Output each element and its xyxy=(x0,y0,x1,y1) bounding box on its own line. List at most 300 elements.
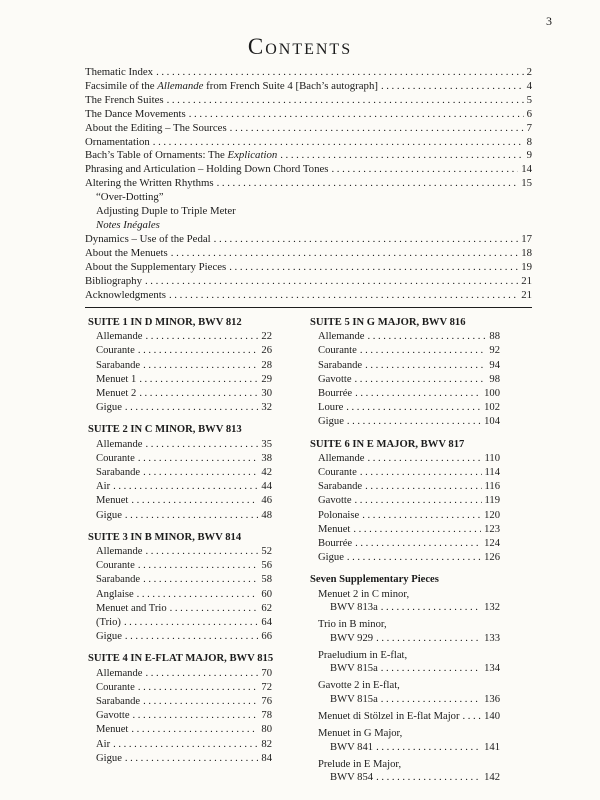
entry-line xyxy=(318,452,500,466)
entry-line xyxy=(96,752,272,766)
suite-heading: SUITE 1 IN D MINOR, BWV 812 xyxy=(88,317,242,328)
entry-label xyxy=(96,509,122,523)
front-matter-entry xyxy=(85,247,532,261)
entry-label xyxy=(96,667,142,681)
entry-page-number: 21 xyxy=(521,288,532,301)
folio-page-number: 3 xyxy=(546,14,552,28)
entry-label-part: Menuet di Stölzel in E-flat Major xyxy=(318,711,460,723)
entry-label-part: Gavotte xyxy=(318,495,352,507)
entry-label-part: Air xyxy=(96,738,111,750)
entry-line xyxy=(96,387,272,401)
entry-label-part: Sarabande xyxy=(96,574,141,586)
entry-label xyxy=(318,344,357,358)
entry-bwv-line xyxy=(318,632,500,645)
suite-entry xyxy=(96,545,272,559)
entry-line xyxy=(96,494,272,508)
entry-label xyxy=(96,709,130,723)
dot-leader xyxy=(139,387,258,401)
entry-line xyxy=(318,466,500,480)
dot-leader xyxy=(125,509,259,523)
entry-label xyxy=(318,415,344,429)
entry-page-number: 4 xyxy=(526,79,532,92)
entry-label-part: Gigue xyxy=(96,752,122,764)
entry-label xyxy=(330,601,378,614)
entry-label-part: BWV 813a xyxy=(330,601,378,613)
dot-leader xyxy=(138,681,259,695)
entry-label-part: Bibliography xyxy=(85,274,142,287)
entry-line xyxy=(318,415,500,429)
entry-label xyxy=(96,330,142,344)
entry-page-number: 78 xyxy=(261,710,272,722)
suite-heading: Seven Supplementary Pieces xyxy=(310,574,439,586)
dot-leader xyxy=(381,662,481,675)
entry-label xyxy=(85,80,378,94)
entry-label-part: About the Editing – The Sources xyxy=(85,121,227,134)
dot-leader xyxy=(347,551,481,565)
entry-page-number: 35 xyxy=(261,438,272,450)
entry-bwv-line xyxy=(318,741,500,754)
suite-block xyxy=(310,316,500,430)
suite-entry xyxy=(96,616,272,630)
dot-leader xyxy=(133,709,259,723)
suite-item-list xyxy=(310,452,500,566)
dot-leader xyxy=(167,94,524,108)
entry-label xyxy=(96,602,167,616)
entry-label-part: Sarabande xyxy=(96,467,141,479)
dot-leader xyxy=(125,752,259,766)
dot-leader xyxy=(346,401,481,415)
entry-label xyxy=(96,359,140,373)
dot-leader xyxy=(138,344,259,358)
entry-page-number: 100 xyxy=(484,388,500,400)
entry-line xyxy=(318,373,500,387)
entry-label-part: Gigue xyxy=(318,552,344,564)
suite-entry xyxy=(96,344,272,358)
dot-leader xyxy=(125,630,259,644)
suite-entry xyxy=(96,630,272,644)
dot-leader xyxy=(367,330,486,344)
entry-page-number: 104 xyxy=(484,416,500,428)
entry-line xyxy=(318,387,500,401)
entry-label-part: Sarabande xyxy=(318,481,363,493)
dot-leader xyxy=(170,602,259,616)
dot-leader xyxy=(113,738,258,752)
suite-entry xyxy=(318,537,500,551)
suite-entry xyxy=(96,330,272,344)
suite-block xyxy=(88,531,272,645)
front-matter-entry xyxy=(85,289,532,303)
entry-label xyxy=(96,373,136,387)
entry-label-part: Courante xyxy=(96,681,135,693)
entry-label-part: BWV 929 xyxy=(330,632,374,644)
entry-label-part: Sarabande xyxy=(96,696,141,708)
entry-bwv-line xyxy=(318,771,500,784)
entry-line xyxy=(96,480,272,494)
entry-label-part: Menuet 1 xyxy=(96,373,137,385)
suite-heading: SUITE 4 IN E-FLAT MAJOR, BWV 815 xyxy=(88,653,274,665)
front-matter-entry xyxy=(85,94,532,108)
entry-label xyxy=(85,233,211,247)
suite-entry xyxy=(318,710,500,723)
entry-line xyxy=(96,738,272,752)
entry-label xyxy=(330,662,378,675)
entry-page-number: 52 xyxy=(261,546,272,558)
entry-label xyxy=(96,219,160,233)
dot-leader xyxy=(365,359,486,373)
entry-line xyxy=(318,494,500,508)
entry-page-number: 14 xyxy=(521,163,532,176)
entry-label xyxy=(318,710,460,723)
dot-leader xyxy=(331,163,518,177)
entry-line xyxy=(96,401,272,415)
entry-label xyxy=(96,452,135,466)
dot-leader xyxy=(138,452,259,466)
front-matter-entry xyxy=(85,80,532,94)
entry-title-line: Trio in B minor, xyxy=(318,619,387,631)
entry-label-part: Allemande xyxy=(96,331,143,343)
suite-entry xyxy=(318,415,500,429)
dot-leader xyxy=(143,359,258,373)
entry-label xyxy=(96,401,122,415)
suite-entry xyxy=(318,480,500,494)
entry-label xyxy=(318,523,350,537)
entry-label-part: Gigue xyxy=(96,402,122,414)
entry-label xyxy=(318,387,352,401)
entry-label-part: Courante xyxy=(96,452,135,464)
dot-leader xyxy=(463,710,482,723)
suite-entry xyxy=(318,359,500,373)
entry-label xyxy=(318,509,359,523)
entry-page-number: 94 xyxy=(489,359,500,371)
suite-heading: SUITE 2 IN C MINOR, BWV 813 xyxy=(88,424,242,436)
suite-entry xyxy=(318,373,500,387)
entry-label xyxy=(318,494,352,508)
entry-page-number: 60 xyxy=(261,588,272,600)
entry-label-part: Allemande xyxy=(318,452,365,464)
entry-page-number: 142 xyxy=(484,772,500,784)
suite-entry xyxy=(318,727,500,754)
entry-label-part: Courante xyxy=(96,560,135,572)
dot-leader xyxy=(355,387,481,401)
entry-label-part: BWV 815a xyxy=(330,663,378,675)
contents-divider xyxy=(85,307,532,308)
contents-column-left xyxy=(88,316,272,774)
suite-block xyxy=(310,438,500,566)
entry-label xyxy=(85,66,153,80)
suite-entry xyxy=(96,667,272,681)
entry-label xyxy=(318,466,357,480)
entry-line xyxy=(96,667,272,681)
dot-leader xyxy=(365,480,481,494)
entry-page-number: 28 xyxy=(261,359,272,371)
entry-line xyxy=(96,573,272,587)
entry-label-part: Menuet and Trio xyxy=(96,602,167,614)
suite-entry xyxy=(318,523,500,537)
suite-entry xyxy=(96,452,272,466)
entry-page-number: 18 xyxy=(521,246,532,259)
dot-leader xyxy=(189,108,524,122)
entry-page-number: 76 xyxy=(261,696,272,708)
page-title: Contents xyxy=(247,34,353,59)
entry-line xyxy=(318,537,500,551)
entry-page-number: 21 xyxy=(521,274,532,287)
suite-heading: SUITE 3 IN B MINOR, BWV 814 xyxy=(88,531,242,543)
entry-label-part: Bourrée xyxy=(318,388,353,400)
suite-entry xyxy=(318,551,500,565)
dot-leader xyxy=(131,494,258,508)
dot-leader xyxy=(143,573,258,587)
entry-label-part: Sarabande xyxy=(318,359,363,371)
entry-line xyxy=(96,616,272,630)
entry-label xyxy=(318,373,352,387)
entry-label xyxy=(330,693,378,706)
entry-label-part: Courante xyxy=(318,467,357,479)
suite-entry xyxy=(96,602,272,616)
entry-line xyxy=(318,710,500,723)
suite-entry xyxy=(96,438,272,452)
entry-label-part: About the Supplementary Pieces xyxy=(85,260,227,273)
suite-entry xyxy=(318,330,500,344)
dot-leader xyxy=(355,537,481,551)
entry-label xyxy=(318,537,352,551)
entry-label xyxy=(318,452,364,466)
entry-page-number: 30 xyxy=(261,388,272,400)
entry-label xyxy=(318,330,364,344)
entry-label xyxy=(96,480,110,494)
suite-entry xyxy=(96,681,272,695)
entry-page-number: 72 xyxy=(261,681,272,693)
dot-leader xyxy=(360,344,487,358)
dot-leader xyxy=(376,632,481,645)
entry-label-part: Menuet xyxy=(96,495,129,507)
dot-leader xyxy=(230,122,524,136)
entry-page-number: 133 xyxy=(484,632,500,644)
entry-line xyxy=(96,559,272,573)
entry-page-number: 5 xyxy=(526,93,532,106)
suite-item-list xyxy=(310,330,500,429)
entry-line xyxy=(96,359,272,373)
entry-label-part: Bach’s Table of Ornaments: The xyxy=(85,149,228,162)
suite-entry xyxy=(96,738,272,752)
suite-entry xyxy=(96,752,272,766)
entry-page-number: 116 xyxy=(484,481,500,493)
suite-entry xyxy=(318,649,500,676)
front-matter-entry xyxy=(85,163,532,177)
entry-label xyxy=(318,401,343,415)
front-matter-entry xyxy=(85,149,532,163)
front-matter-entry xyxy=(85,177,532,191)
entry-label xyxy=(96,344,135,358)
entry-line xyxy=(96,588,272,602)
entry-page-number: 92 xyxy=(489,345,500,357)
entry-label-part: (Trio) xyxy=(96,617,121,629)
dot-leader xyxy=(381,80,524,94)
entry-page-number: 22 xyxy=(261,331,272,343)
entry-line xyxy=(318,330,500,344)
entry-label-part: Allemande xyxy=(157,79,204,92)
entry-label-part: Altering the Written Rhythms xyxy=(85,177,214,190)
suite-entry xyxy=(96,466,272,480)
entry-label-part: The Dance Movements xyxy=(85,107,186,120)
entry-label xyxy=(96,573,140,587)
entry-line xyxy=(96,709,272,723)
suite-block xyxy=(88,423,272,522)
entry-title-line: Menuet in G Major, xyxy=(318,728,403,740)
entry-bwv-line xyxy=(318,601,500,614)
entry-line xyxy=(318,480,500,494)
entry-page-number: 98 xyxy=(489,373,500,385)
suite-entry xyxy=(96,559,272,573)
suite-item-list xyxy=(88,330,272,415)
suite-entry xyxy=(96,588,272,602)
entry-page-number: 29 xyxy=(261,373,272,385)
entry-label xyxy=(96,588,134,602)
entry-page-number: 8 xyxy=(526,135,532,148)
entry-label xyxy=(330,741,373,754)
suite-entry xyxy=(96,709,272,723)
entry-line xyxy=(96,344,272,358)
suite-entry xyxy=(96,480,272,494)
dot-leader xyxy=(381,601,481,614)
entry-label-part: Courante xyxy=(96,345,135,357)
suite-entry xyxy=(96,509,272,523)
entry-line xyxy=(96,630,272,644)
entry-page-number: 64 xyxy=(261,617,272,629)
dot-leader xyxy=(280,149,523,163)
entry-label xyxy=(85,275,142,289)
entry-label-part: Dynamics – Use of the Pedal xyxy=(85,232,211,245)
entry-label xyxy=(318,480,362,494)
entry-label xyxy=(96,630,122,644)
entry-line xyxy=(96,373,272,387)
entry-label xyxy=(96,387,136,401)
entry-label-part: Ornamentation xyxy=(85,135,150,148)
entry-bwv-line xyxy=(318,662,500,675)
entry-line xyxy=(96,695,272,709)
entry-line xyxy=(318,523,500,537)
dot-leader xyxy=(355,373,487,387)
dot-leader xyxy=(362,509,481,523)
entry-page-number: 7 xyxy=(526,121,532,134)
suite-entry xyxy=(318,344,500,358)
entry-title-line: Praeludium in E-flat, xyxy=(318,649,408,661)
entry-label-part: Facsimile of the xyxy=(85,79,158,92)
suite-entry xyxy=(318,758,500,785)
front-matter-entry xyxy=(85,233,532,247)
entry-label-part: Polonaise xyxy=(318,509,360,521)
entry-page-number: 134 xyxy=(484,663,500,675)
suite-entry xyxy=(96,573,272,587)
suite-entry xyxy=(96,695,272,709)
entry-page-number: 80 xyxy=(261,724,272,736)
entry-page-number: 26 xyxy=(261,345,272,357)
dot-leader xyxy=(143,466,258,480)
dot-leader xyxy=(376,771,481,784)
entry-page-number: 42 xyxy=(261,467,272,479)
dot-leader xyxy=(145,438,258,452)
entry-line xyxy=(96,602,272,616)
entry-page-number: 119 xyxy=(484,495,500,507)
entry-bwv-line xyxy=(318,693,500,706)
entry-label-part: Phrasing and Articulation – Holding Down Chord Tones xyxy=(85,163,329,176)
entry-label-part: Menuet 2 xyxy=(96,388,137,400)
suite-block xyxy=(310,573,500,784)
entry-label xyxy=(85,177,214,191)
entry-page-number: 2 xyxy=(526,66,532,78)
entry-label-part: Anglaise xyxy=(96,588,134,600)
suite-entry xyxy=(318,679,500,706)
dot-leader xyxy=(347,415,481,429)
entry-label-part: Menuet xyxy=(318,523,351,535)
entry-label xyxy=(96,616,121,630)
suite-entry xyxy=(96,494,272,508)
front-matter-entry xyxy=(85,275,532,289)
entry-page-number: 120 xyxy=(484,509,500,521)
suite-entry xyxy=(318,452,500,466)
entry-label-part: Air xyxy=(96,481,111,493)
entry-label xyxy=(96,466,140,480)
suite-item-list xyxy=(310,588,500,785)
suite-heading: SUITE 6 IN E MAJOR, BWV 817 xyxy=(310,438,465,450)
entry-label xyxy=(96,559,135,573)
entry-page-number: 123 xyxy=(484,523,500,535)
suite-entry xyxy=(96,359,272,373)
suite-block xyxy=(88,316,272,415)
entry-page-number: 17 xyxy=(521,232,532,245)
entry-page-number: 132 xyxy=(484,601,500,613)
entry-line xyxy=(96,545,272,559)
entry-page-number: 19 xyxy=(521,260,532,273)
entry-label xyxy=(85,136,150,150)
suite-entry xyxy=(318,387,500,401)
entry-line xyxy=(96,330,272,344)
entry-label-part: BWV 841 xyxy=(330,741,374,753)
dot-leader xyxy=(381,693,481,706)
entry-page-number: 15 xyxy=(521,177,532,190)
entry-line xyxy=(96,723,272,737)
dot-leader xyxy=(153,136,524,150)
dot-leader xyxy=(353,523,481,537)
dot-leader xyxy=(217,177,519,191)
entry-label xyxy=(96,738,110,752)
entry-title-line: Gavotte 2 in E-flat, xyxy=(318,680,400,692)
entry-page-number: 84 xyxy=(261,752,272,764)
entry-page-number: 140 xyxy=(484,711,500,723)
suite-entry xyxy=(318,401,500,415)
suite-entry xyxy=(318,509,500,523)
entry-page-number: 102 xyxy=(484,402,500,414)
entry-label-part: Sarabande xyxy=(96,359,141,371)
suite-entry xyxy=(318,466,500,480)
dot-leader xyxy=(124,616,258,630)
entry-label xyxy=(318,551,344,565)
entry-label xyxy=(96,695,140,709)
dot-leader xyxy=(367,452,481,466)
dot-leader xyxy=(229,261,518,275)
suite-entry xyxy=(96,387,272,401)
entry-label-part: Allemande xyxy=(96,546,143,558)
entry-page-number: 58 xyxy=(261,574,272,586)
entry-page-number: 82 xyxy=(261,738,272,750)
entry-label-part: Gavotte xyxy=(96,710,130,722)
dot-leader xyxy=(376,741,481,754)
dot-leader xyxy=(125,401,259,415)
suite-entry xyxy=(318,588,500,615)
front-matter-entry xyxy=(85,122,532,136)
entry-page-number: 48 xyxy=(261,509,272,521)
dot-leader xyxy=(138,559,259,573)
entry-line xyxy=(318,344,500,358)
